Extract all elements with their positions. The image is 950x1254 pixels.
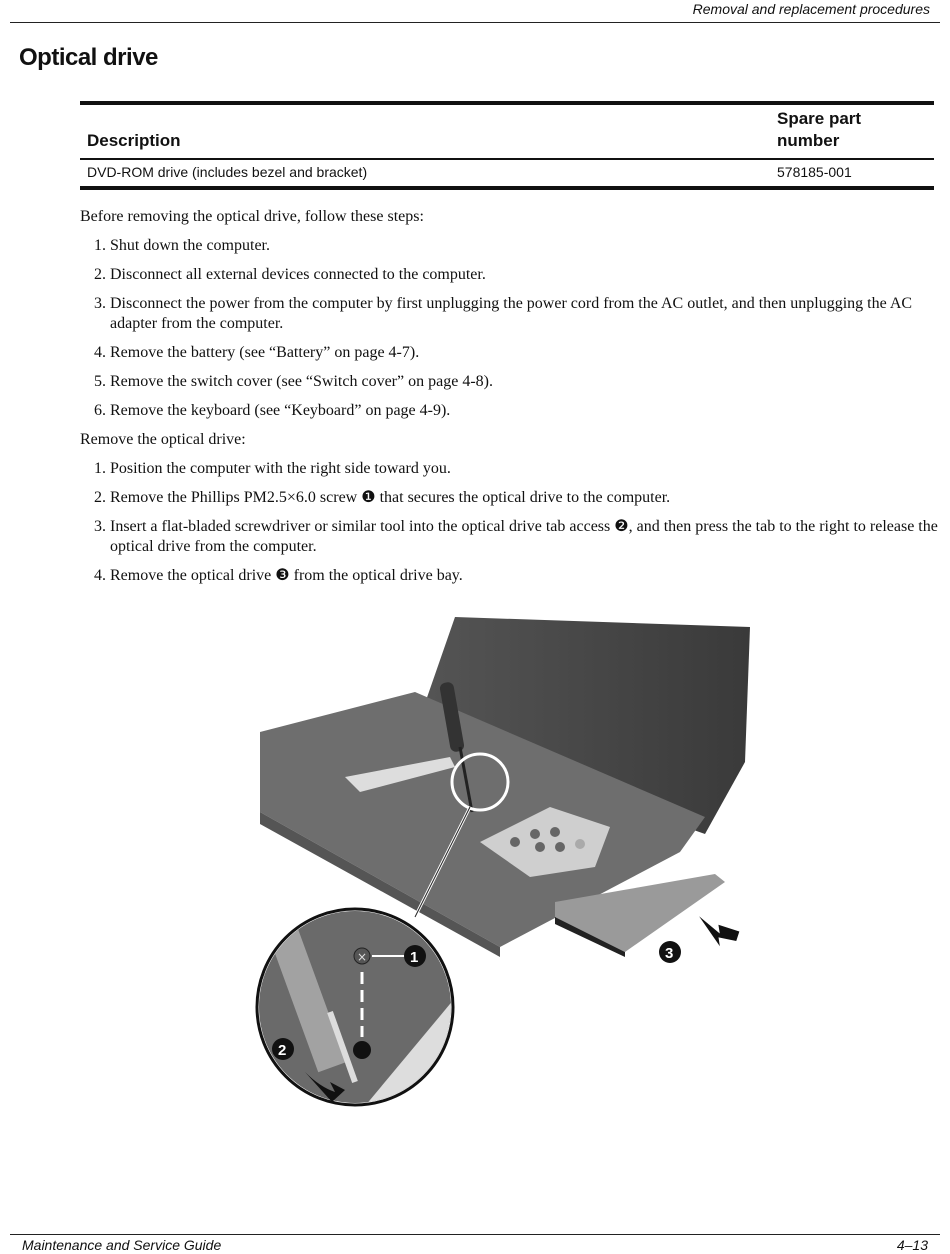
step-number: 4. (94, 567, 110, 584)
cell-description: DVD-ROM drive (includes bezel and bracket) (87, 164, 368, 180)
procedure-text (80, 207, 940, 595)
callout-3 (659, 941, 681, 963)
screw-hole (353, 1041, 371, 1059)
column-header-part-number (770, 103, 934, 159)
header-line: number (777, 131, 840, 150)
footer-rule (10, 1234, 940, 1235)
list-item (80, 343, 940, 363)
running-header: Removal and replacement procedures (692, 1, 930, 17)
svg-text:2: 2 (278, 1042, 287, 1059)
list-item (80, 265, 940, 285)
column-header-description: Description (87, 131, 181, 150)
list-item (80, 372, 940, 392)
step-text: Remove the battery (see “Battery” on page 4-7). (110, 344, 420, 361)
footer-guide-title: Maintenance and Service Guide (22, 1237, 222, 1253)
step-number: 5. (94, 373, 110, 390)
svg-text:1: 1 (410, 949, 419, 966)
list-item (80, 401, 940, 421)
step-text: Remove the optical drive ❸ from the optical drive bay. (110, 567, 463, 584)
callout-1 (404, 945, 426, 967)
step-number: 6. (94, 402, 110, 419)
cell-part-number: 578185-001 (777, 164, 852, 180)
header-rule (10, 22, 940, 23)
step-number: 1. (94, 460, 110, 477)
step-text: Disconnect the power from the computer by first unplugging the power cord from the AC outlet, and then unplugging the AC adapter from the computer. (110, 295, 913, 332)
spare-parts-table (80, 101, 934, 190)
step-number: 1. (94, 237, 110, 254)
list-item (80, 294, 940, 334)
list-item (80, 459, 940, 479)
arrow-icon (692, 916, 740, 950)
step-text: Shut down the computer. (110, 237, 270, 254)
table-row (80, 159, 934, 188)
callout-2 (272, 1038, 294, 1060)
step-text: Remove the keyboard (see “Keyboard” on page 4-9). (110, 402, 451, 419)
removal-intro: Remove the optical drive: (80, 431, 246, 448)
step-number: 2. (94, 489, 110, 506)
step-text: Disconnect all external devices connected to the computer. (110, 266, 486, 283)
step-number: 4. (94, 344, 110, 361)
svg-text:3: 3 (665, 945, 674, 962)
step-text: Remove the Phillips PM2.5×6.0 screw ❶ that secures the optical drive to the computer. (110, 489, 671, 506)
step-number: 3. (94, 518, 110, 535)
list-item (80, 488, 940, 508)
step-number: 3. (94, 295, 110, 312)
table-header-row (80, 103, 934, 159)
optical-drive-removal-illustration (250, 612, 760, 1122)
svg-text:×: × (357, 950, 368, 964)
prep-intro: Before removing the optical drive, follow these steps: (80, 208, 424, 225)
list-item (80, 236, 940, 256)
page-title: Optical drive (19, 44, 158, 71)
step-text: Position the computer with the right side toward you. (110, 460, 451, 477)
step-number: 2. (94, 266, 110, 283)
step-text: Remove the switch cover (see “Switch cover” on page 4-8). (110, 373, 493, 390)
list-item (80, 566, 940, 586)
list-item (80, 517, 940, 557)
step-text: Insert a flat-bladed screwdriver or similar tool into the optical drive tab access ❷, and then press the tab to the right to release the optical drive from the computer. (110, 518, 938, 555)
page-number: 4–13 (896, 1237, 928, 1253)
header-line: Spare part (777, 109, 862, 128)
